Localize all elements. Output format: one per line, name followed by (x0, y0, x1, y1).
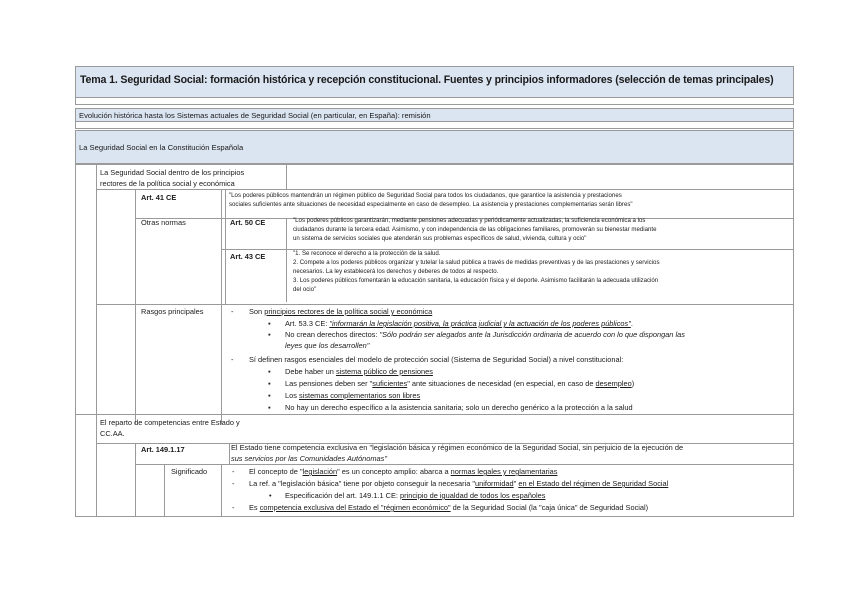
spacer-row (75, 122, 794, 129)
ss-constitucion-row (75, 130, 794, 164)
bullet-square: ▪ (268, 391, 271, 400)
bullet-square: ▪ (268, 367, 271, 376)
evolucion-text: Evolución histórica hasta los Sistemas actuales de Seguridad Social (en particular, en España): remisión (79, 111, 431, 120)
significado-s1: El concepto de "legislación" es un concepto amplio: abarca a normas legales y reglamentarias (249, 467, 558, 476)
art41-text-line1: "Los poderes públicos mantendrán un régimen público de Seguridad Social para todos los ciudadanos, que garantice la asistencia y prestaciones (229, 192, 622, 199)
bullet-square: ▪ (268, 403, 271, 412)
art41-label: Art. 41 CE (141, 193, 177, 202)
rasgos-d3: Los sistemas complementarios son libres (285, 391, 421, 400)
art50-line1: "Los poderes públicos garantizarán, mediante pensiones adecuadas y periódicamente actualizadas, la suficiencia económica a los (293, 217, 646, 224)
art50-line3: un sistema de servicios sociales que atenderán sus problemas específicos de salud, vivienda, cultura y ocio" (293, 235, 587, 242)
art50-line2: ciudadanos durante la tercera edad. Asimismo, y con independencia de las obligaciones familiares, promoverán su bienestar mediante (293, 226, 657, 233)
bullet-dash: - (232, 479, 235, 488)
rasgos-no-crean: No crean derechos directos: "Sólo podrán ser alegados ante la Jurisdicción ordinaria de acuerdo con lo que dispongan las (285, 330, 685, 339)
principios-rectores-line1: La Seguridad Social dentro de los principios (100, 168, 245, 177)
art43-line1: "1. Se reconoce el derecho a la protección de la salud. (293, 250, 441, 257)
art149-label: Art. 149.1.17 (141, 445, 185, 454)
art43-label: Art. 43 CE (230, 252, 266, 261)
bullet-dash: - (231, 307, 234, 316)
significado-s3: Especificación del art. 149.1.1 CE: principio de igualdad de todos los españoles (285, 491, 546, 500)
rasgos-d4: No hay un derecho específico a la asistencia sanitaria; solo un derecho genérico a la protección a la salud (285, 403, 633, 412)
bullet-small-square: • (269, 491, 272, 500)
significado-label: Significado (171, 467, 208, 476)
rasgos-no-crean-line2: leyes que los desarrollen" (285, 341, 370, 350)
title-text: Tema 1. Seguridad Social: formación histórica y recepción constitucional. Fuentes y principios informadores (selección de temas principales) (80, 74, 774, 86)
evolucion-row (75, 108, 794, 122)
bullet-square: ▪ (268, 379, 271, 388)
bullet-dash: - (232, 467, 235, 476)
bullet-dash: - (231, 355, 234, 364)
art149-line2: sus servicios por las Comunidades Autónomas" (231, 454, 387, 463)
rasgos-label: Rasgos principales (141, 307, 204, 316)
ss-constitucion-text: La Seguridad Social en la Constitución Española (79, 143, 244, 152)
rasgos-d2: Las pensiones deben ser "suficientes" ante situaciones de necesidad (en especial, en caso de desempleo) (285, 379, 635, 388)
significado-s2: La ref. a "legislación básica" tiene por objeto conseguir la necesaria "uniformidad" en el Estado del régimen de Seguridad Social (249, 479, 669, 488)
principios-rectores-link: principios rectores de la política social y económica (264, 307, 433, 316)
art149-line1: El Estado tiene competencia exclusiva en "legislación básica y régimen económico de la Seguridad Social, sin perjuicio de la ejecución de (231, 443, 684, 452)
reparto-line2: CC.AA. (100, 429, 125, 438)
otras-normas-label: Otras normas (141, 218, 186, 227)
significado-s4: Es competencia exclusiva del Estado el "régimen económico" de la Seguridad Social (la "caja única" de Seguridad Social) (249, 503, 649, 512)
bullet-square: ▪ (268, 330, 271, 339)
art50-label: Art. 50 CE (230, 218, 266, 227)
section-title (75, 66, 794, 98)
bullet-dash: - (232, 503, 235, 512)
art43-line5: del ocio" (293, 286, 317, 293)
art43-line3: necesarios. La ley establecerá los derechos y deberes de todos al respecto. (293, 268, 499, 275)
spacer-row (75, 98, 794, 105)
rasgos-son: Son principios rectores de la política social y económica (249, 307, 433, 316)
art43-line2: 2. Compete a los poderes públicos organizar y tutelar la salud pública a través de medidas preventivas y de las prestaciones y servicios (293, 259, 660, 266)
rasgos-definen: Sí definen rasgos esenciales del modelo de protección social (Sistema de Seguridad Social) a nivel constitucional: (249, 355, 624, 364)
art43-line4: 3. Los poderes públicos fomentarán la educación sanitaria, la educación física y el deporte. Asimismo facilitarán la adecuada utilización (293, 277, 659, 284)
bullet-square: ▪ (268, 319, 271, 328)
reparto-line1: El reparto de competencias entre Estado y (100, 418, 240, 427)
rasgos-art53: Art. 53.3 CE: "informarán la legislación positiva, la práctica judicial y la actuación de los poderes públicos". (285, 319, 633, 328)
principios-rectores-line2: rectores de la política social y económica (100, 179, 235, 188)
rasgos-d1: Debe haber un sistema público de pensiones (285, 367, 433, 376)
art41-text-line2: sociales suficientes ante situaciones de necesidad especialmente en caso de desempleo. La asistencia y prestaciones complementarias serán libres" (229, 201, 633, 208)
